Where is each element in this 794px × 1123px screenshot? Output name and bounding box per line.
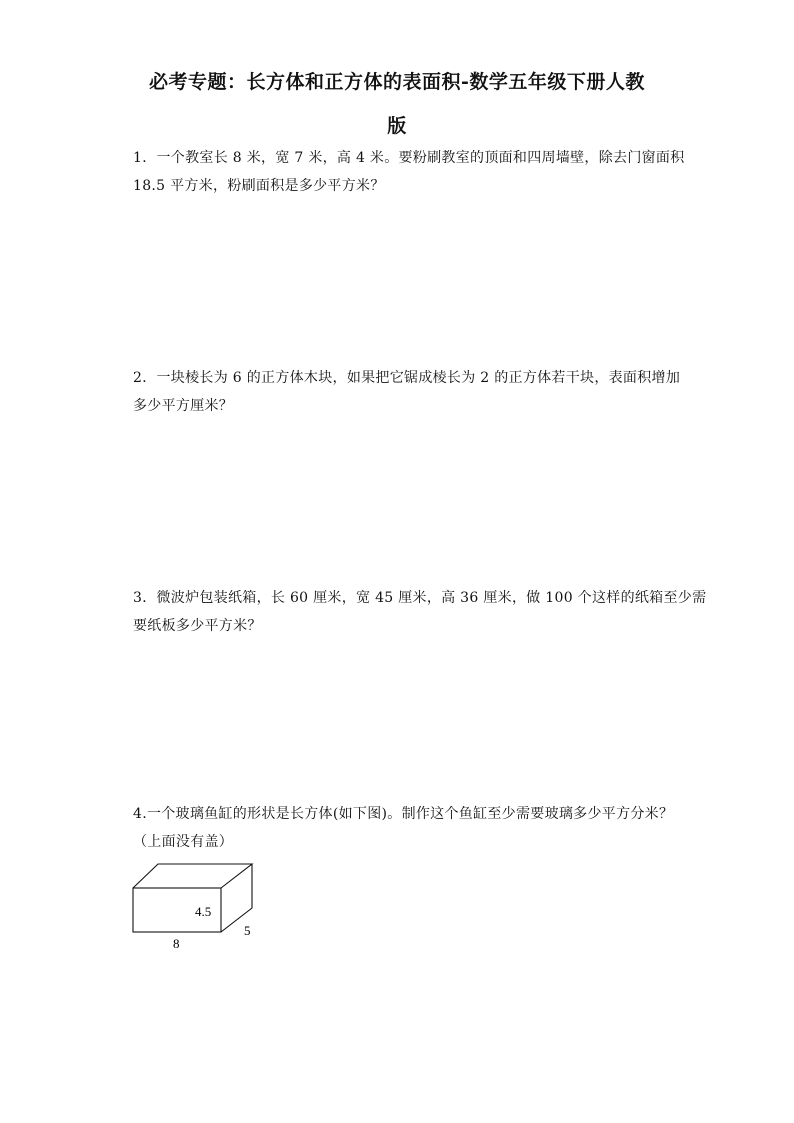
question-1 (133, 144, 685, 200)
width-label: 5 (244, 923, 251, 938)
cuboid-top-face (133, 864, 252, 888)
height-label: 4.5 (195, 904, 212, 919)
question-1-text-line-2: 18.5 平方米，粉刷面积是多少平方米？ (133, 178, 385, 194)
question-4-text-line-1: 4.一个玻璃鱼缸的形状是长方体(如下图)。制作这个鱼缸至少需要玻璃多少平方分米？ (133, 806, 674, 822)
length-label: 8 (173, 936, 180, 951)
question-3-text-line-1: 3．微波炉包装纸箱，长 60 厘米，宽 45 厘米，高 36 厘米，做 100 个这样的纸箱至少需 (133, 590, 707, 606)
question-4 (133, 800, 673, 856)
question-2 (133, 364, 681, 420)
question-2-text-line-2: 多少平方厘米？ (133, 398, 234, 414)
question-4-text-line-2: （上面没有盖） (133, 834, 234, 850)
cuboid-diagram (125, 860, 275, 960)
question-1-text-line-1: 1．一个教室长 8 米，宽 7 米，高 4 米。要粉刷教室的顶面和四周墙壁，除去门窗面积 (133, 150, 685, 166)
cuboid-side-face (221, 864, 252, 932)
document-title-line-1: 必考专题：长方体和正方体的表面积-数学五年级下册人教 (149, 71, 645, 93)
fish-tank-cuboid-figure (125, 860, 275, 960)
question-3-text-line-2: 要纸板多少平方米？ (133, 618, 262, 634)
document-title-line-2: 版 (387, 115, 407, 137)
question-2-text-line-1: 2．一块棱长为 6 的正方体木块，如果把它锯成棱长为 2 的正方体若干块，表面积增加 (133, 370, 681, 386)
question-3 (133, 584, 707, 640)
